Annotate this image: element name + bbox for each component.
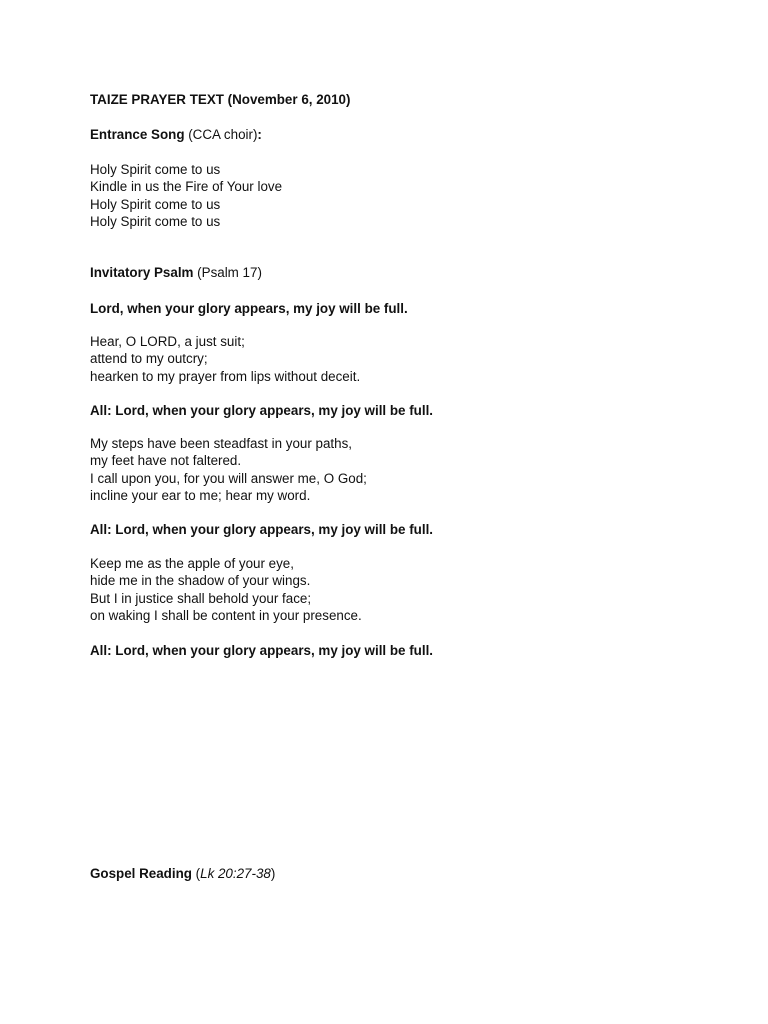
psalm-response-1: All: Lord, when your glory appears, my joy will be full.: [90, 403, 434, 418]
gospel-heading-line: [90, 865, 275, 882]
stanza-line: hide me in the shadow of your wings.: [90, 573, 311, 589]
psalm-heading-line: [90, 264, 262, 281]
psalm-note: (Psalm 17): [193, 265, 262, 280]
psalm-heading: Invitatory Psalm: [90, 265, 194, 280]
psalm-response-2: All: Lord, when your glory appears, my joy will be full.: [90, 522, 434, 537]
gospel-paren-open: (: [191, 866, 201, 881]
entrance-colon: :: [257, 127, 262, 142]
entrance-heading: Entrance Song: [90, 127, 185, 142]
psalm-refrain: Lord, when your glory appears, my joy will be full.: [90, 301, 408, 316]
lyric-line: Holy Spirit come to us: [90, 196, 221, 212]
gospel-heading: Gospel Reading: [90, 866, 192, 881]
stanza-line: my feet have not faltered.: [90, 453, 242, 469]
entrance-heading-line: [90, 126, 262, 143]
lyric-line: Kindle in us the Fire of Your love: [90, 179, 283, 195]
document-title: TAIZE PRAYER TEXT (November 6, 2010): [90, 92, 351, 107]
lyric-line: Holy Spirit come to us: [90, 214, 221, 230]
psalm-stanza-3: [90, 555, 362, 625]
psalm-response-3: All: Lord, when your glory appears, my joy will be full.: [90, 643, 434, 658]
stanza-line: Hear, O LORD, a just suit;: [90, 334, 245, 349]
lyric-line: Holy Spirit come to us: [90, 162, 221, 177]
stanza-line: hearken to my prayer from lips without deceit.: [90, 368, 361, 384]
psalm-stanza-1: [90, 333, 360, 385]
gospel-paren-close: ): [270, 866, 276, 881]
stanza-line: I call upon you, for you will answer me, O God;: [90, 470, 367, 486]
stanza-line: on waking I shall be content in your presence.: [90, 608, 362, 624]
stanza-line: Keep me as the apple of your eye,: [90, 556, 294, 571]
stanza-line: My steps have been steadfast in your paths,: [90, 436, 353, 451]
stanza-line: incline your ear to me; hear my word.: [90, 488, 311, 504]
entrance-lyrics: [90, 161, 282, 231]
psalm-stanza-2: [90, 435, 367, 505]
gospel-reference: Lk 20:27-38: [200, 866, 271, 881]
entrance-note: (CCA choir): [184, 127, 258, 142]
stanza-line: But I in justice shall behold your face;: [90, 590, 312, 606]
stanza-line: attend to my outcry;: [90, 351, 208, 367]
